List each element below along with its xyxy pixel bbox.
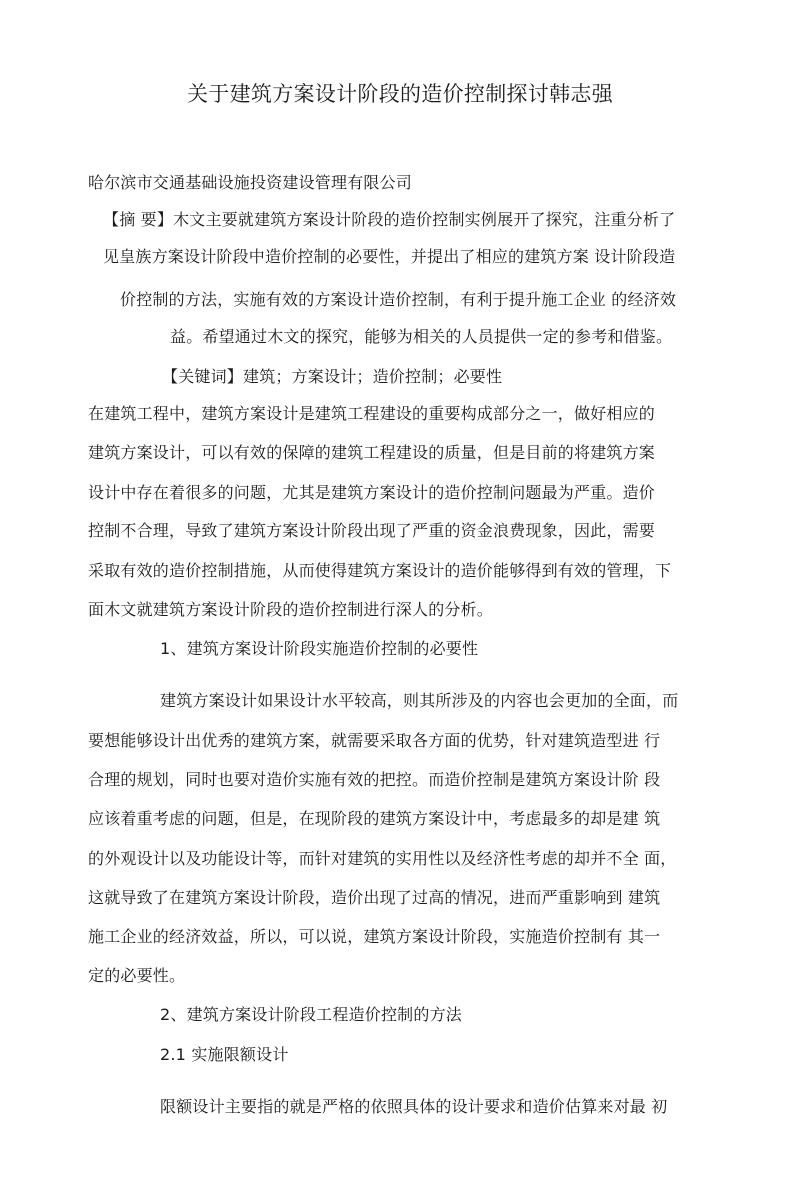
paragraph-line: 建筑方案设计，可以有效的保障的建筑工程建设的质量，但是目前的将建筑方案 <box>88 443 656 462</box>
paragraph-line: 的外观设计以及功能设计等，而针对建筑的实用性以及经济性考虑的却并不全 面， <box>88 849 677 868</box>
paragraph-line: 设计中存在着很多的问题，尤其是建筑方案设计的造价控制问题最为严重。造价 <box>88 483 656 502</box>
abstract-line: 【摘 要】木文主要就建筑方案设计阶段的造价控制实例展开了探究，注重分析了 <box>103 210 676 229</box>
section-heading: 1、建筑方案设计阶段实施造价控制的必要性 <box>160 639 479 658</box>
paragraph-line: 面木文就建筑方案设计阶段的造价控制进行深人的分析。 <box>88 600 494 619</box>
abstract-line: 见皇族方案设计阶段中造价控制的必要性，并提出了相应的建筑方案 设计阶段造 <box>103 247 676 266</box>
paragraph-line: 合理的规划，同时也要对造价实施有效的把控。而造价控制是建筑方案设计阶 段 <box>88 770 661 789</box>
paragraph-line: 应该着重考虑的问题，但是，在现阶段的建筑方案设计中，考虑最多的却是建 筑 <box>88 809 661 828</box>
keywords: 【关键词】建筑；方案设计；造价控制；必要性 <box>162 367 503 386</box>
document-title: 关于建筑方案设计阶段的造价控制探讨韩志强 <box>187 82 613 106</box>
paragraph-line: 定的必要性。 <box>88 966 186 985</box>
paragraph-line: 施工企业的经济效益，所以，可以说，建筑方案设计阶段，实施造价控制有 其一 <box>88 927 661 946</box>
paragraph-line: 要想能够设计出优秀的建筑方案，就需要采取各方面的优势，针对建筑造型进 行 <box>88 731 661 750</box>
paragraph-line: 这就导致了在建筑方案设计阶段，造价出现了过高的情况，进而严重影响到 建筑 <box>88 888 661 907</box>
paragraph-line: 建筑方案设计如果设计水平较高，则其所涉及的内容也会更加的全面，而 <box>160 691 679 710</box>
author-affiliation: 哈尔滨市交通基础设施投资建设管理有限公司 <box>88 173 413 192</box>
section-heading: 2、建筑方案设计阶段工程造价控制的方法 <box>160 1005 462 1024</box>
abstract-line: 益。希望通过木文的探究，能够为相关的人员提供一定的参考和借鉴。 <box>170 327 673 346</box>
subsection-heading: 2.1 实施限额设计 <box>160 1045 289 1064</box>
paragraph-line: 采取有效的造价控制措施，从而使得建筑方案设计的造价能够得到有效的管理，下 <box>88 561 672 580</box>
paragraph-line: 控制不合理，导致了建筑方案设计阶段出现了严重的资金浪费现象，因此，需要 <box>88 521 656 540</box>
abstract-line: 价控制的方法，实施有效的方案设计造价控制，有利于提升施工企业 的经济效 <box>120 290 677 309</box>
paragraph-line: 在建筑工程中，建筑方案设计是建筑工程建设的重要构成部分之一，做好相应的 <box>88 404 656 423</box>
paragraph-line: 限额设计主要指的就是严格的依照具体的设计要求和造价估算来对最 初 <box>160 1097 668 1116</box>
